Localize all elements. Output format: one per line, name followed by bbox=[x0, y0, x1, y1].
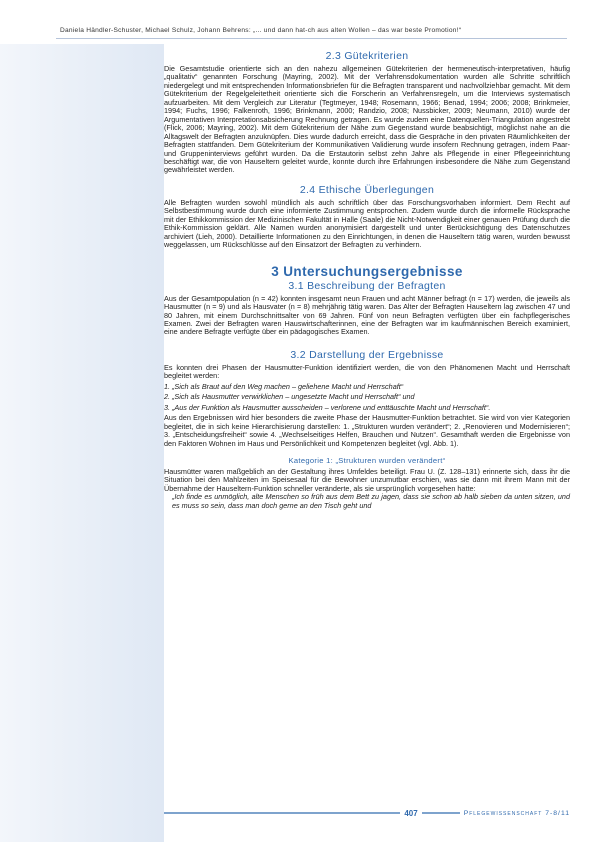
paragraph-beschreibung: Aus der Gesamtpopulation (n = 42) konnten insgesamt neun Frauen und acht Männer befragt (n = 17) werden, die jeweils als Hausmutter (n = 9) und als Hausvater (n = 8) mehrjährig tätig waren. Das Alter der Befragten Hauseltern lag zwischen 47 und 80 Jahren, mit einem Durchschnittsalter von 69 Jahren. Fünf von neun Befragten verfügten über ein fachpflegerisches Examen. Zwei der Befragten waren Hauswirtschafterinnen, eine der Befragten war im kaufmännischen Bereich examiniert, eine andere Befragte verfügte über ein pädagogisches Examen. bbox=[164, 293, 570, 337]
spacer bbox=[164, 250, 570, 264]
footer-rule bbox=[422, 812, 460, 814]
header-rule bbox=[56, 38, 567, 39]
phase-list-item bbox=[164, 383, 570, 391]
category-title-1: Kategorie 1: „Strukturen wurden verändert“ bbox=[288, 455, 446, 465]
phase-list-item bbox=[164, 393, 570, 401]
phase-text: „Aus der Funktion als Hausmutter ausscheiden – verlorene und enttäuschte Macht und Herrschaft“. bbox=[172, 402, 491, 412]
phase-number: 3. bbox=[164, 402, 171, 412]
page-footer bbox=[164, 806, 570, 820]
section-title-beschreibung: 3.1 Beschreibung der Befragten bbox=[288, 279, 446, 292]
section-title-ethik: 2.4 Ethische Überlegungen bbox=[299, 183, 435, 196]
section-title-gutekriterien: 2.3 Gütekriterien bbox=[325, 50, 409, 62]
paragraph-ethik: Alle Befragten wurden sowohl mündlich als auch schriftlich über das Forschungsvorhaben informiert. Dem Recht auf Selbstbestimmung wurde durch eine informierte Zustimmung entsprochen. Zudem wurde durch die informelle Rücksprache mit der Ethikkommission der Medizinischen Fakultät in Halle (Saale) die Nicht-Notwendigkeit einer genauen Prüfung durch die Ethik-Kommission geklärt. Alle Namen wurden anonymisiert dargestellt und unter Berücksichtigung des Datenschutzes archiviert (Lieh, 2000). Detaillierte Informationen zu den Einrichtungen, in denen die Hauseltern tätig waren, wurden bewusst weggelassen, um Rückschlüsse auf den Einsatzort der Befragten zu verhindern. bbox=[164, 197, 570, 250]
phase-number: 2. bbox=[164, 392, 171, 402]
page-number: 407 bbox=[404, 808, 418, 818]
paragraph-kategorie1: Hausmütter waren maßgeblich an der Gestaltung ihres Umfeldes beteiligt. Frau U. (Z. 128–131) erinnerte sich, dass ihr die Situation bei den Mahlzeiten im Speisesaal für die Bewohner unzumutbar erschien, was sie dann mit ihrem Mann mit der Übernahme der Hauseltern-Funktion schneller veränderte, als sie ursprünglich vorgesehen hatte: bbox=[164, 466, 570, 493]
phase-text: „Sich als Braut auf den Weg machen – geliehene Macht und Herrschaft“ bbox=[172, 381, 404, 391]
paragraph-darstellung-categories: Aus den Ergebnissen wird hier besonders die zweite Phase der Hausmutter-Funktion betrachtet. Sie wird von vier Kategorien begleitet, die in sich keine Hierarchisierung darstellen: 1. „Strukturen wurden verändert“; 2. „Renovieren und Modernisieren“; 3. „Entscheidungsfreiheit“ sowie 4. „Wechselseitiges Helfen, Brauchen und Nutzen“. Gesamthaft werden die Ergebnisse von den Faktoren Wohnen im Haus und Persönlichkeit und Kompetenzen begleitet (vgl. Abb. 1). bbox=[164, 413, 570, 448]
phase-number: 1. bbox=[164, 381, 171, 391]
article-body bbox=[164, 50, 570, 510]
phase-list-item bbox=[164, 404, 570, 412]
paragraph-gutekriterien: Die Gesamtstudie orientierte sich an den nahezu allgemeinen Gütekriterien der hermeneutisch-interpretativen, häufig „qualitativ“ genannten Forschung (Mayring, 2002). Mit der Verfahrensdokumentation wurden alle Schritte schriftlich niedergelegt und mit entsprechenden Informationsbriefen für die Befragten transparent und nachvollziehbar gemacht. Mit dem Gütekriterium der Regelgeleitetheit orientierte sich die Forscherin an Verfahrensregeln, um die Interviews systematisch aufzuarbeiten. Mit dem Vergleich zur Literatur (Tegtmeyer, 1948; Rosemann, 1966; Benad, 1994; 2006; 2008; Brinkmeier, 1994; Fuchs, 1996; Falkenroth, 1996; Brinkmann, 2000; Randzio, 2008; Nussbicker, 2009; Neumann, 2010) wurde der Argumentativen Interpretationsabsicherung Rechnung getragen. Es wurde zudem eine Datenquellen-Triangulation angestrebt (Flick, 2006; Mayring, 2002). Mit dem Gütekriterium der Nähe zum Gegenstand wurde beabsichtigt, möglichst nahe an die Alltagswelt der Befragten anzuknüpfen. Dies wurde dadurch erreicht, dass die Gespräche in den privaten Räumlichkeiten der Befragten stattfanden. Dem Gütekriterium der Kommunikativen Validierung wurde insofern Rechnung getragen, indem Paar- und Gruppeninterviews geführt wurden. Da die Erstautorin selbst zehn Jahre als Pflegende in einer Pflegeeinrichtung beschäftigt war, die von Hauseltern geleitet wurde, konnte durch ihre Erfahrungen insbesondere die Nähe zum Gegenstand gewährleistet werden. bbox=[164, 64, 570, 175]
phase-text: „Sich als Hausmutter verwirklichen – ungesetzte Macht und Herrschaft“ und bbox=[172, 392, 415, 402]
section-title-ergebnisse: 3 Untersuchungsergebnisse bbox=[271, 263, 463, 279]
left-margin-band bbox=[0, 44, 164, 842]
interview-quote: „Ich finde es unmöglich, alte Menschen so früh aus dem Bett zu jagen, dass sie schon ab halb sieben da unten sitzen, und es muss so sein, dass man doch gerne an den Tisch geht und bbox=[172, 492, 570, 510]
spacer bbox=[164, 337, 570, 349]
running-header: Daniela Händler-Schuster, Michael Schulz, Johann Behrens: „... und dann hat-ch aus alten Wollen – das war beste Promotion!“ bbox=[60, 27, 462, 34]
journal-name: Pflegewissenschaft 7-8/11 bbox=[463, 809, 570, 817]
spacer bbox=[164, 448, 570, 456]
paragraph-darstellung-intro: Es konnten drei Phasen der Hausmutter-Funktion identifiziert werden, die von den Phänomenen Macht und Herrschaft begleitet werden: bbox=[164, 362, 570, 381]
section-title-darstellung: 3.2 Darstellung der Ergebnisse bbox=[290, 348, 444, 361]
footer-rule bbox=[164, 812, 400, 814]
spacer bbox=[164, 175, 570, 184]
